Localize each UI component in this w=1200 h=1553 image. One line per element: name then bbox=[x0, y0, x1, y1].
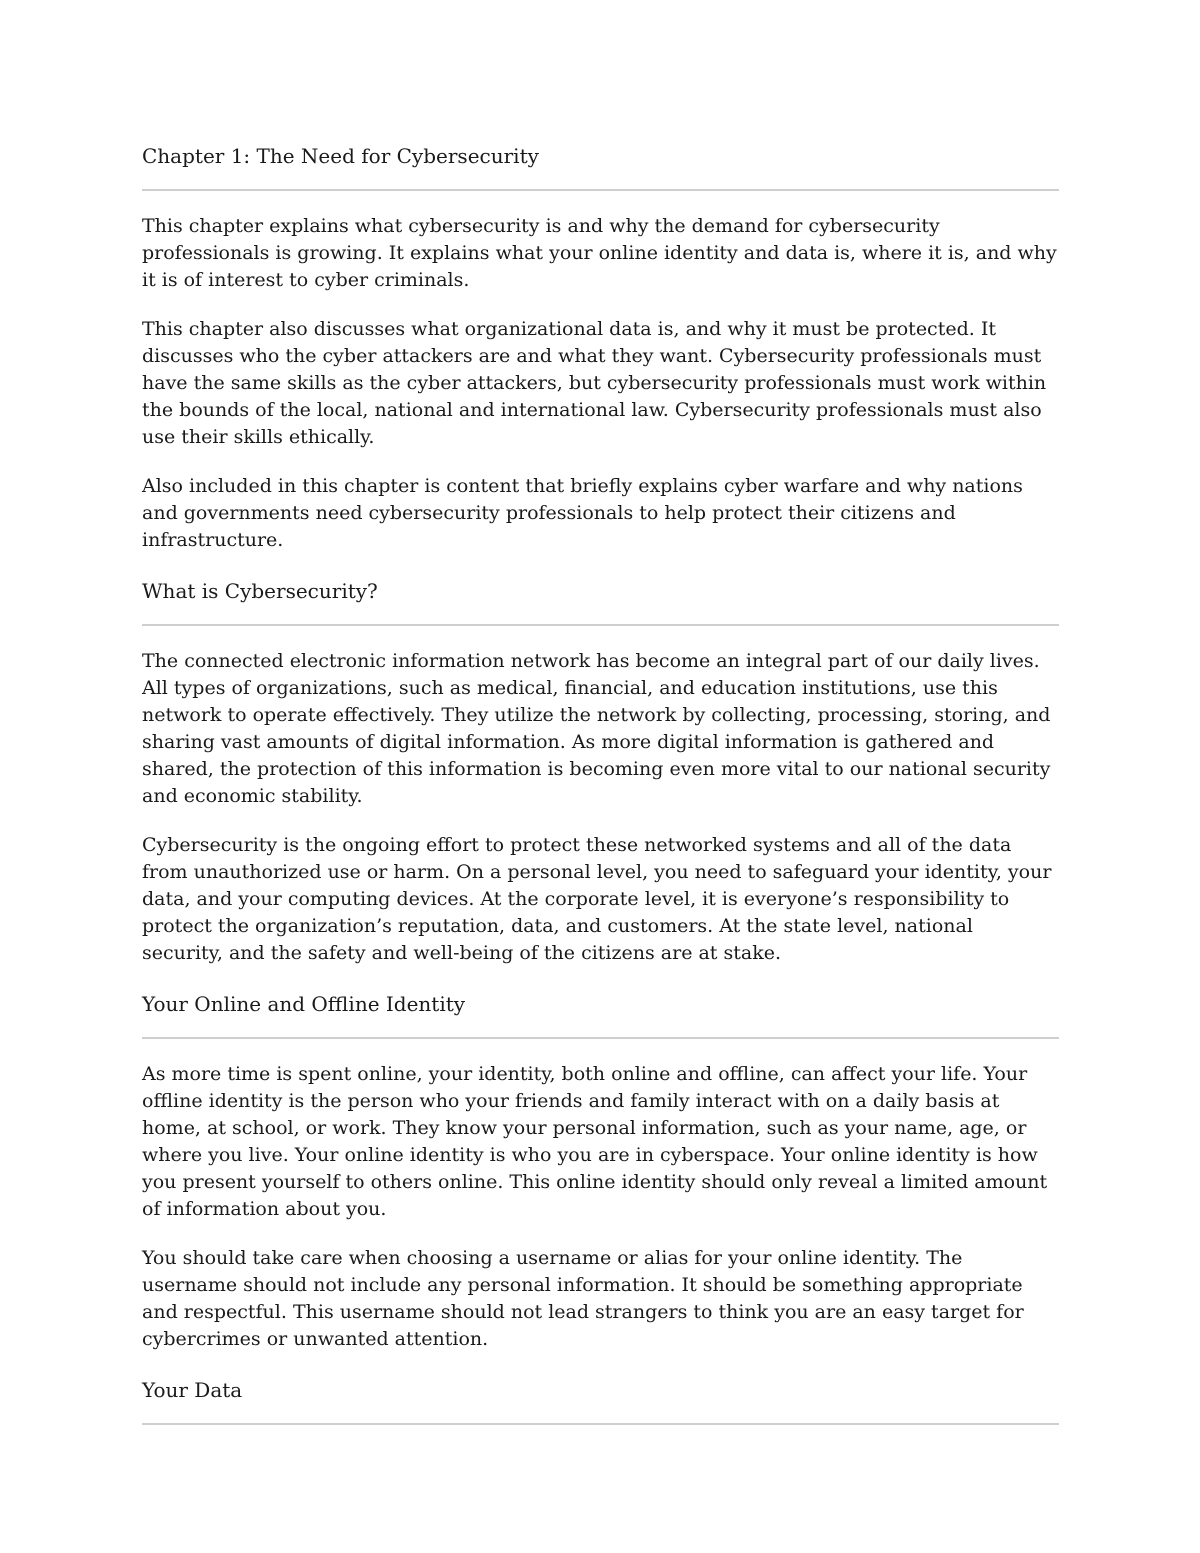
document-page bbox=[142, 141, 1059, 1447]
paragraph: As more time is spent online, your identity, both online and offline, can affect your life. Your offline identity is the person who your friends and family interact with on a daily basis at home, at school, or work. They know your personal information, such as your name, age, or where you live. Your online identity is who you are in cyberspace. Your online identity is how you present yourself to others online. This online identity should only reveal a limited amount of information about you. bbox=[142, 1063, 1048, 1220]
section-online-offline-identity bbox=[142, 989, 1059, 1353]
section-heading: Your Data bbox=[142, 1378, 243, 1402]
section-your-data bbox=[142, 1375, 1059, 1425]
paragraph: This chapter also discusses what organizational data is, and why it must be protected. It discusses who the cyber attackers are and what they want. Cybersecurity professionals must have the same skills as the cyber attackers, but cybersecurity professionals must work within the bounds of the local, national and international law. Cybersecurity professionals must also use their skills ethically. bbox=[142, 318, 1047, 448]
paragraph: This chapter explains what cybersecurity is and why the demand for cybersecurity professionals is growing. It explains what your online identity and data is, where it is, and why it is of interest to cyber criminals. bbox=[142, 215, 1057, 291]
section-heading: What is Cybersecurity? bbox=[142, 579, 378, 603]
section-divider bbox=[142, 189, 1059, 191]
section-heading: Your Online and Offline Identity bbox=[142, 992, 466, 1016]
paragraph: Also included in this chapter is content that briefly explains cyber warfare and why nations and governments need cybersecurity professionals to help protect their citizens and infrastructure. bbox=[142, 475, 1023, 551]
paragraph: The connected electronic information network has become an integral part of our daily lives. All types of organizations, such as medical, financial, and education institutions, use this network to operate effectively. They utilize the network by collecting, processing, storing, and sharing vast amounts of digital information. As more digital information is gathered and shared, the protection of this information is becoming even more vital to our national security and economic stability. bbox=[142, 650, 1051, 807]
section-divider bbox=[142, 1037, 1059, 1039]
section-divider bbox=[142, 1423, 1059, 1425]
section-what-is-cybersecurity bbox=[142, 576, 1059, 967]
section-divider bbox=[142, 624, 1059, 626]
section-chapter-1 bbox=[142, 141, 1059, 554]
paragraph: You should take care when choosing a username or alias for your online identity. The username should not include any personal information. It should be something appropriate and respectful. This username should not lead strangers to think you are an easy target for cybercrimes or unwanted attention. bbox=[142, 1247, 1024, 1350]
paragraph: Cybersecurity is the ongoing effort to protect these networked systems and all of the data from unauthorized use or harm. On a personal level, you need to safeguard your identity, your data, and your computing devices. At the corporate level, it is everyone’s responsibility to protect the organization’s reputation, data, and customers. At the state level, national security, and the safety and well-being of the citizens are at stake. bbox=[142, 834, 1052, 964]
chapter-title: Chapter 1: The Need for Cybersecurity bbox=[142, 144, 539, 168]
